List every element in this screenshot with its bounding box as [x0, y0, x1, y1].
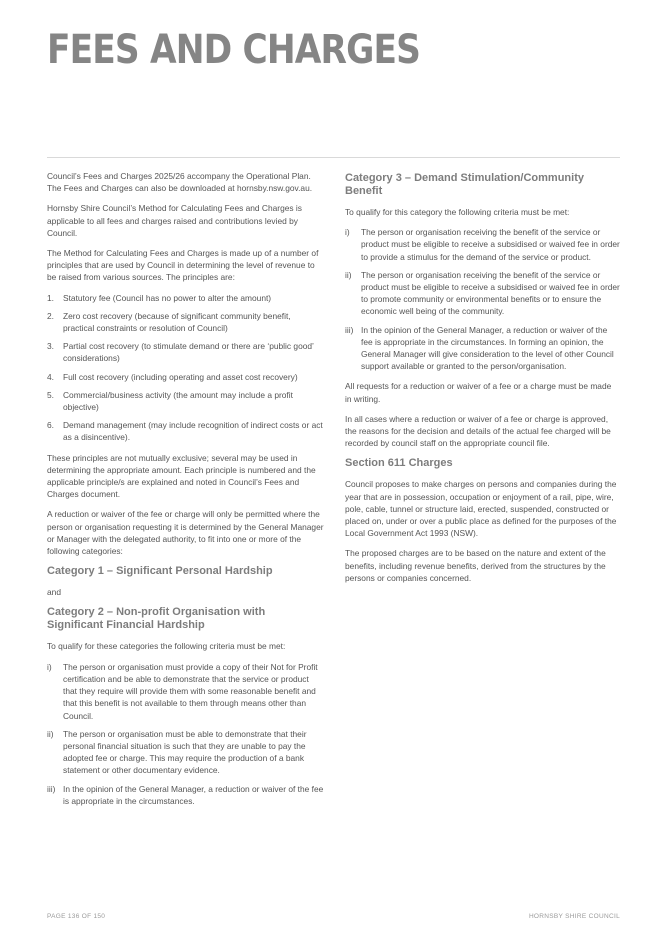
category-1-heading: Category 1 – Significant Personal Hardship [47, 565, 273, 578]
page-title: FEES AND CHARGES [47, 27, 421, 73]
list-marker: 6. [47, 420, 54, 431]
list-item [47, 728, 324, 777]
method-paragraph: Hornsby Shire Council’s Method for Calculating Fees and Charges is applicable to all fees and charges raised and contributions levied by Council. [47, 203, 302, 238]
list-item-text: The person or organisation must provide a copy of their Not for Profit certification and be able to demonstrate that the service or product that they require will provide them with some reasonable benefit and that this benefit is not available to them through means other than Council. [63, 661, 318, 721]
category-2-heading: Category 2 – Non-profit Organisation with Significant Financial Hardship [47, 606, 266, 632]
criteria-list [345, 226, 620, 372]
intro-paragraph: Council’s Fees and Charges 2025/26 accompany the Operational Plan. The Fees and Charges can also be downloaded at hornsby.nsw.gov.au. [47, 171, 313, 194]
list-item [47, 371, 324, 383]
list-item [47, 389, 324, 413]
right-column [345, 170, 620, 592]
list-item [47, 340, 324, 364]
reduction-paragraph: A reduction or waiver of the fee or charge will only be permitted where the person or organisation requesting it is determined by the General Manager or Manager with the delegated authority, to fit into one or more of the following categories: [47, 509, 324, 557]
list-item-text: In the opinion of the General Manager, a reduction or waiver of the fee is appropriate in the circumstances. [63, 783, 324, 806]
organisation-name: HORNSBY SHIRE COUNCIL [528, 913, 620, 920]
list-marker: iii) [345, 324, 354, 335]
list-marker: ii) [345, 269, 352, 280]
list-marker: 4. [47, 371, 54, 382]
list-item [345, 269, 620, 318]
list-item [345, 226, 620, 263]
list-marker: iii) [47, 783, 56, 794]
list-marker: i) [47, 661, 52, 672]
list-item-text: Full cost recovery (including operating and asset cost recovery) [63, 371, 298, 382]
criteria-intro: To qualify for these categories the following criteria must be met: [47, 641, 286, 652]
principles-note: These principles are not mutually exclusive; several may be used in determining the appropriate amount. Each principle is numbered and the applicable principle/s are explained and noted in Council’s Fees and Charges document. [47, 452, 316, 500]
writing-requirement: All requests for a reduction or waiver of a fee or a charge must be made in writing. [345, 381, 612, 404]
list-item [47, 292, 324, 304]
list-item [47, 419, 324, 443]
list-marker: 3. [47, 341, 54, 352]
list-item [345, 324, 620, 373]
principles-intro: The Method for Calculating Fees and Charges is made up of a number of principles that are used by Council in determining the level of revenue to be raised from various sources. The principles are: [47, 248, 319, 283]
list-item [47, 783, 324, 807]
header-divider [47, 157, 620, 158]
list-item [47, 661, 324, 722]
list-item-text: Zero cost recovery (because of significant community benefit, practical constraints or resolution of Council) [63, 310, 291, 334]
list-item-text: The person or organisation must be able to demonstrate that their personal financial situation is such that they are unable to pay the adopted fee or charge. This may require the production of a bank statement or other documentary evidence. [63, 728, 307, 776]
section-611-heading: Section 611 Charges [345, 457, 453, 470]
list-item-text: Demand management (may include recognition of indirect costs or act as a disincentive). [63, 420, 323, 443]
criteria-intro: To qualify for this category the following criteria must be met: [345, 207, 570, 217]
category-3-heading: Category 3 – Demand Stimulation/Community Benefit [345, 172, 584, 197]
list-marker: ii) [47, 728, 54, 739]
list-item-text: The person or organisation receiving the benefit of the service or product must be eligible to receive a subsidised or waived fee in order to provide a stimulus for the demand of the service or product. [361, 227, 620, 262]
list-marker: 1. [47, 292, 54, 303]
list-item-text: In the opinion of the General Manager, a reduction or waiver of the fee is appropriate in the circumstances. In forming an opinion, the General Manager will give consideration to the level of other Council support available or granted to the person/organisation. [361, 324, 614, 372]
page-number: PAGE 136 OF 150 [47, 913, 106, 920]
left-column [47, 170, 324, 815]
charges-basis-paragraph: The proposed charges are to be based on the nature and extent of the benefits, including revenue benefits, derived from the structures by the persons or companies concerned. [345, 548, 606, 583]
list-item-text: The person or organisation receiving the benefit of the service or product must be eligible to receive a subsidised or waived fee in order to promote community or environmental benefits or to ensure the economic well being of the community. [361, 269, 620, 317]
list-marker: 2. [47, 310, 54, 321]
list-item-text: Partial cost recovery (to stimulate demand or there are ‘public good’ considerations) [63, 341, 314, 364]
and-text: and [47, 587, 61, 598]
list-item-text: Statutory fee (Council has no power to alter the amount) [63, 292, 272, 303]
list-marker: 5. [47, 389, 54, 400]
section-611-paragraph: Council proposes to make charges on persons and companies during the year that are in possession, occupation or enjoyment of a rail, pipe, wire, pole, cable, tunnel or structure laid, erected, suspended, constructed or placed on, under or over a public place as defined for the purposes of the Local Government Act 1993 (NSW). [345, 479, 617, 539]
records-paragraph: In all cases where a reduction or waiver of a fee or charge is approved, the reasons for the decision and details of the actual fee charged will be recorded by council staff on the appropriate council file. [345, 413, 611, 449]
list-item [47, 310, 324, 334]
principles-list [47, 292, 324, 444]
criteria-list [47, 661, 324, 807]
list-item-text: Commercial/business activity (the amount may include a profit objective) [63, 389, 293, 413]
list-marker: i) [345, 227, 350, 238]
